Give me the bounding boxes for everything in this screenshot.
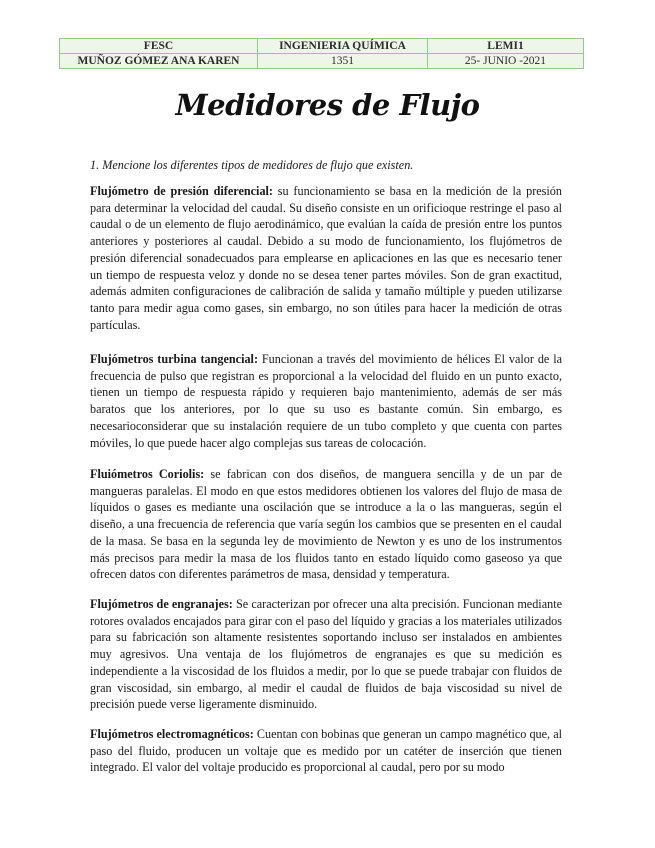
group-cell: 1351 [258,54,428,69]
paragraph-heading: Fluiómetros Coriolis: [90,467,205,481]
career-cell: INGENIERIA QUÍMICA [258,39,428,54]
paragraph-text: Cuentan con bobinas que generan un campo magnético que, al paso del fluido, producen un voltaje que es medido por un catéter de inserción que tienen integrado. El valor del voltaje producido es proporcional al caudal, pero por su modo [90,727,562,775]
question-text: 1. Mencione los diferentes tipos de medidores de flujo que existen. [90,158,414,172]
paragraph-text: se fabrican con dos diseños, de manguera sencilla y de un par de mangueras paralelas. El modo en que estos medidores obtienen los valores del flujo de masa de líquidos o gases es mediante una oscilación que se introduce a la o las mangueras, según el diseño, a una frecuencia de referencia que varía según los cambios que se presenten en el caudal de la masa. Se basa en la segunda ley de movimiento de Newton y es uno de los instrumentos más precisos para medir la masa de los fluidos tanto en estado líquido como gaseoso ya que ofrecen datos con diferentes parámetros de masa, densidad y temperatura. [90,467,562,582]
paragraph [90,726,562,776]
paragraph-text: Se caracterizan por ofrecer una alta precisión. Funcionan mediante rotores ovalados encajados para girar con el paso del líquido y gracias a los materiales utilizados para su fabricación son altamente resistentes soportando incluso ser instalados en ambientes muy agresivos. Una ventaja de los flujómetros de engranajes es que su medición es independiente a la viscosidad de los fluidos a medir, por lo que se puede trabajar con fluidos de gran viscosidad, sin embargo, al medir el caudal de fluidos de baja viscosidad su nivel de precisión puede verse ligeramente disminuido. [90,597,562,712]
school-cell: FESC [60,39,258,54]
header-row-2 [60,54,584,69]
paragraph [90,596,562,713]
header-table [59,38,584,69]
lab-cell: LEMI1 [428,39,584,54]
date-cell: 25- JUNIO -2021 [428,54,584,69]
paragraph-heading: Flujómetro de presión diferencial: [90,184,273,198]
paragraph [90,183,562,333]
paragraph-heading: Flujómetros electromagnéticos: [90,727,254,741]
paragraph-text: su funcionamiento se basa en la medición de la presión para determinar la velocidad del caudal. Su diseño consiste en un orificioque restringe el paso al caudal o de un elemento de flujo aerodinámico, que evalúan la caída de presión entre los puntos anteriores y posteriores al caudal. Debido a su modo de funcionamiento, los flujómetros de presión diferencial sonadecuados para emplearse en aplicaciones en las que es necesario tener un tiempo de respuesta veloz y donde no se desea tener partes móviles. Son de gran exactitud, además admiten configuraciones de calibración de salida y tamaño múltiple y pueden utilizarse tanto para medir agua como gases, sin embargo, no son útiles para hacer la medición de otras partículas. [90,184,562,332]
paragraph-heading: Flujómetros de engranajes: [90,597,233,611]
student-name-cell: MUÑOZ GÓMEZ ANA KAREN [60,54,258,69]
paragraph [90,351,562,451]
paragraph [90,466,562,583]
document-title: Medidores de Flujo [175,88,480,122]
paragraph-text: Funcionan a través del movimiento de hélices El valor de la frecuencia de pulso que registran es proporcional a la velocidad del fluido en un punto exacto, tienen un tiempo de respuesta rápido y requieren bajo mantenimiento, además de ser más baratos que los anteriores, por lo que su uso es bastante común. Sin embargo, es necesarioconsiderar que su instalación requiere de un tubo completo y que cuenta con partes móviles, lo que puede hacer algo complejas sus tareas de colocación. [90,352,562,450]
paragraph-heading: Flujómetros turbina tangencial: [90,352,259,366]
header-row-1 [60,39,584,54]
